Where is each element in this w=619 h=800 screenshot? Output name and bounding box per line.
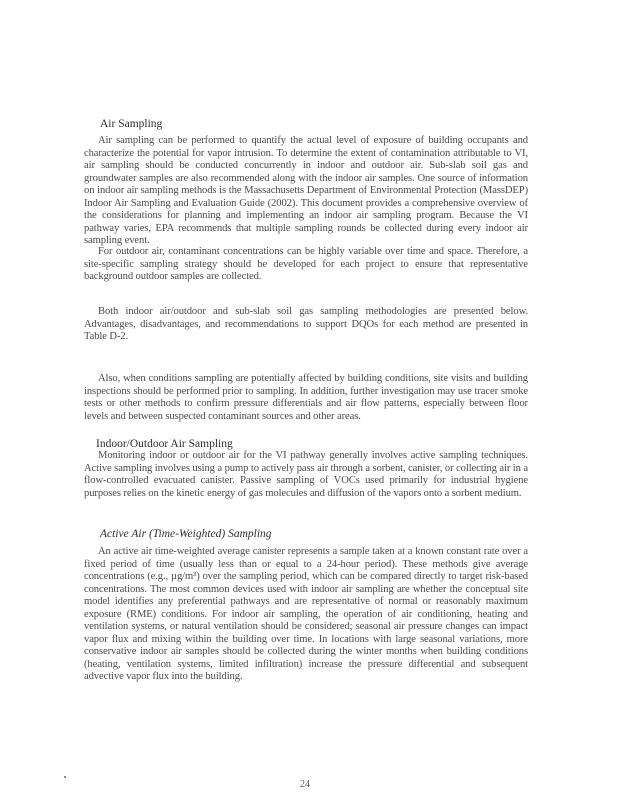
paragraph-outdoor-air [84,246,528,284]
paragraph-text: Both indoor air/outdoor and sub-slab soil gas sampling methodologies are presented below. Advantages, disadvantages, and recommendations to support DQOs for each method are presented in Table D-2. [84,306,528,343]
paragraph-methodologies [84,306,528,344]
paragraph-text: An active air time-weighted average canister represents a sample taken at a known constant rate over a fixed period of time (usually less than or equal to a 24-hour period). These methods give average concentrations (e.g., µg/m³) over the sampling period, which can be compared directly to target risk-based concentrations. The most common devices used with indoor air sampling are whether the conceptual site model identifies any preferential pathways and are representative of normal or reasonably maximum exposure (RME) conditions. For indoor air sampling, the operation of air conditioning, heating and ventilation systems, or natural ventilation should be considered; seasonal air pressure changes can impact vapor flux and mixing within the building over time. In locations with large seasonal variations, more conservative indoor air samples should be collected during the winter months when building conditions (heating, ventilation systems, limited infiltration) increase the pressure differential and subsequent advective vapor flux into the building. [84,546,528,683]
page-number: 24 [300,779,310,790]
paragraph-text: Air sampling can be performed to quantify the actual level of exposure of building occupants and characterize the potential for vapor intrusion. To determine the extent of contamination attributable to VI, air sampling should be conducted concurrently in indoor and outdoor air. Sub-slab soil gas and groundwater samples are also recommended along with the indoor air samples. One source of information on indoor air sampling methods is the Massachusetts Department of Environmental Protection (MassDEP) Indoor Air Sampling and Evaluation Guide (2002). This document provides a comprehensive overview of the considerations for planning and implementing an indoor air sampling program. Because the VI pathway varies, EPA recommends that multiple sampling rounds be collected during every indoor air sampling event. [84,135,528,247]
heading-indoor-outdoor: Indoor/Outdoor Air Sampling [96,438,233,450]
paragraph-indoor-outdoor [84,450,528,500]
paragraph-air-sampling-intro [84,135,528,248]
paragraph-text: Also, when conditions sampling are potentially affected by building conditions, site visits and building inspections should be performed prior to sampling. In addition, further investigation may use tracer smoke tests or other methods to confirm pressure differentials and air flow patterns, especially between floor levels and between suspected contaminant sources and other areas. [84,373,528,422]
paragraph-active-air [84,546,528,684]
scan-mark [64,776,66,778]
paragraph-text: For outdoor air, contaminant concentrations can be highly variable over time and space. Therefore, a site-specific sampling strategy should be developed for each project to ensure that representative background outdoor samples are collected. [84,246,528,283]
heading-active-air: Active Air (Time-Weighted) Sampling [100,528,272,540]
paragraph-text: Monitoring indoor or outdoor air for the VI pathway generally involves active sampling techniques. Active sampling involves using a pump to actively pass air through a sorbent, canister, or collecting air in a flow-controlled evacuated canister. Passive sampling of VOCs used primarily for industrial hygiene purposes relies on the kinetic energy of gas molecules and diffusion of the vapors onto a sorbent medium. [84,450,528,499]
heading-air-sampling: Air Sampling [100,118,163,130]
paragraph-building-inspection [84,373,528,423]
